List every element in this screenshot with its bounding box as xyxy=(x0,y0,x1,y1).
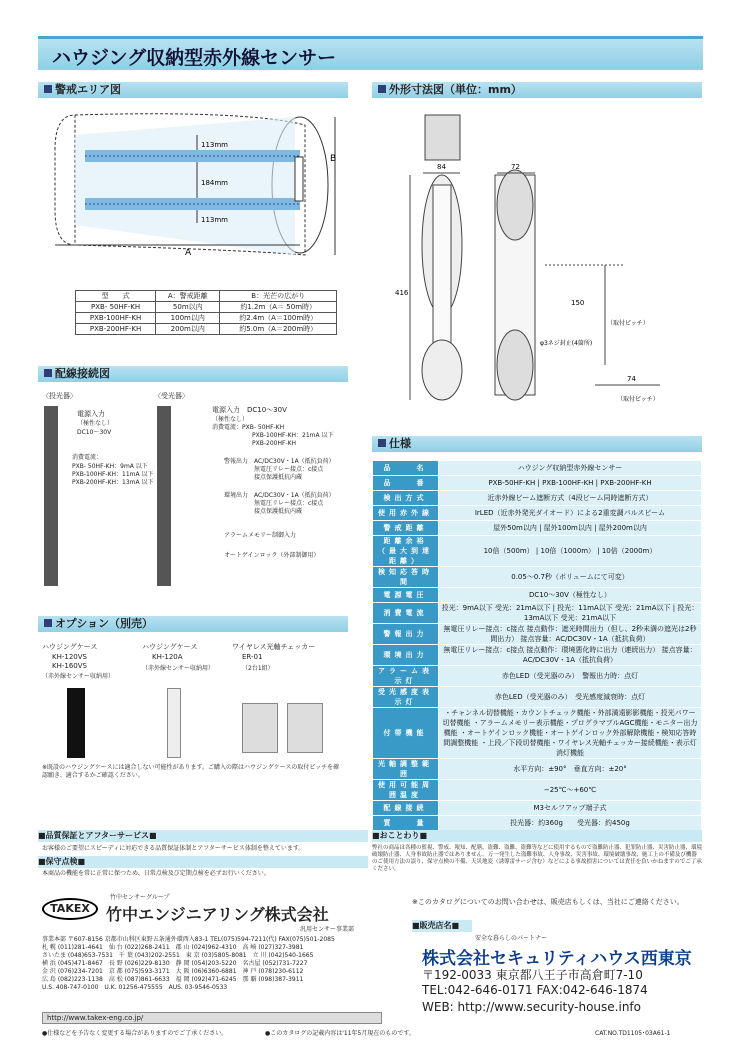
office-line: 札 幌 (011)281-4641 仙 台 (022)268-2411 郡 山 (024)962-4310 高 崎 (027)327-3981 xyxy=(42,944,304,951)
office-line: U.S. 408-747-0100 U.K. 01256-475555 AUS. 03-9546-0533 xyxy=(42,984,228,991)
spec-row xyxy=(373,476,702,491)
spec-value: −25℃～+60℃ xyxy=(439,780,702,801)
catalog-note: ※このカタログについてのお問い合わせは、販売店もしくは、当社にご連絡ください。 xyxy=(412,898,684,906)
office-line: 広 島 (082)223-1138 高 松 (087)861-6633 福 岡 (092)471-6245 那 覇 (098)387-3911 xyxy=(42,976,304,983)
spec-row xyxy=(373,567,702,588)
spec-label: 警報出力 xyxy=(373,624,439,645)
spec-value: 近赤外線ビーム遮断方式（4段ビーム同時遮断方式） xyxy=(439,491,702,506)
spread-b-label: B xyxy=(330,154,337,164)
spec-row xyxy=(373,461,702,476)
pitch-horizontal-label: 74 xyxy=(627,375,636,383)
tx-power-label: 電源入力 xyxy=(77,410,105,418)
spec-value: 無電圧リレー接点：c接点 接点動作：遮光時間出力（但し、2秒未満の遮光は2秒間出力） 接点容量：AC/DC30V・1A（抵抗負荷） xyxy=(439,624,702,645)
spec-label: 距離余裕（最大到達距離） xyxy=(373,536,439,567)
page-title-bar xyxy=(38,36,703,70)
options-notice: ※既設のハウジングケースには適合しない可能性があります。ご購入の際はハウジングケースの取付ピッチを確認願き、適合するかご確認ください。 xyxy=(42,764,340,779)
spec-value: 屋外50m以内 | 屋外100m以内 | 屋外200m以内 xyxy=(439,521,702,536)
dealer-name: 株式会社セキュリティハウス西東京 xyxy=(422,949,692,969)
warranty-title: ■品質保証とアフターサービス■ xyxy=(38,830,368,842)
spec-row xyxy=(373,624,702,645)
pitch-vertical-note: （取付ピッチ） xyxy=(607,320,649,327)
spec-value: 赤色LED（受光器のみ） 警報出力時：点灯 xyxy=(439,666,702,687)
takex-logo: TAKEX xyxy=(42,898,98,920)
depth-label: 72 xyxy=(511,163,520,171)
spec-value: 投光器：約360g 受光器：約450g xyxy=(439,816,702,831)
spec-label: 検出方式 xyxy=(373,491,439,506)
spec-row xyxy=(373,759,702,780)
height-label: 416 xyxy=(395,289,409,297)
spec-row xyxy=(373,801,702,816)
spec-value: PXB-50HF-KH | PXB-100HF-KH | PXB-200HF-KH xyxy=(439,476,702,491)
company-url[interactable]: http://www.takex-eng.co.jp/ xyxy=(42,1012,382,1024)
spec-value: ハウジング収納型赤外線センサー xyxy=(439,461,702,476)
housing-case-image-1 xyxy=(67,688,85,758)
office-line: 金 沢 (076)234-7201 京 都 (075)593-3171 大 阪 (06)6360-6881 神 戸 (078)230-6112 xyxy=(42,968,304,975)
spec-label: 受光感度表示灯 xyxy=(373,687,439,708)
page-title: ハウジング収納型赤外線センサー xyxy=(52,47,337,69)
table-row: PXB- 50HF-KH 50m以内 約1.2m（A＝ 50m時） xyxy=(76,302,337,313)
check-text: 本商品の機能を常に正常に保つため、日常点検及び定期点検を必ずお行いください。 xyxy=(42,870,270,877)
axis-checker-image-2 xyxy=(287,703,323,753)
options-panel: ハウジングケース KH-120VS KH-160VS （赤外線センサー収納用） ハウジングケース KH-120A （赤外線センサー収納用） ワイヤレス光軸チェッカー ER-01 （2台1組） xyxy=(42,643,342,793)
spec-row xyxy=(373,708,702,759)
spec-label: 電源電圧 xyxy=(373,588,439,603)
spec-label: 消費電流 xyxy=(373,603,439,624)
model-table: 型 式 A：警戒距離 B：光芒の広がり PXB- 50HF-KH 50m以内 約1.2m（A＝ 50m時） PXB-100HF-KH 100m以内 約2.4m（A＝100m時） PXB-200HF-KH 200m以内 約5.0m（A＝200m時） xyxy=(75,290,337,335)
disclaimer-left: ●仕様などを予告なく変更する場合がありますのでご了承ください。 xyxy=(42,1030,228,1037)
spec-value: DC10～30V（極性なし） xyxy=(439,588,702,603)
spec-value: IrLED（近赤外発光ダイオード）による2重変調パルスビーム xyxy=(439,506,702,521)
spec-row xyxy=(373,645,702,666)
section-specs: 仕様 xyxy=(372,436,702,452)
spec-value: 10倍（500m） | 10倍（1000m） | 10倍（2000m） xyxy=(439,536,702,567)
table-row: PXB-100HF-KH 100m以内 約2.4m（A＝100m時） xyxy=(76,313,337,324)
beam-gap-top-label: 113mm xyxy=(201,141,228,149)
spec-label: 配線接続 xyxy=(373,801,439,816)
dealer-web[interactable]: WEB: http://www.security-house.info xyxy=(422,1000,641,1014)
table-row: PXB-200HF-KH 200m以内 約5.0m（A＝200m時） xyxy=(76,324,337,335)
distance-a-label: A xyxy=(185,248,192,258)
spec-row xyxy=(373,666,702,687)
spec-label: アラーム表示灯 xyxy=(373,666,439,687)
division-name: 汎用センサー事業部 xyxy=(300,926,355,933)
beam-gap-bottom-label: 113mm xyxy=(201,216,228,224)
spec-label: 環境出力 xyxy=(373,645,439,666)
spec-label: 光軸調整範囲 xyxy=(373,759,439,780)
check-title: ■保守点検■ xyxy=(38,856,368,868)
disclaimer-mid: ●このカタログの記載内容は'11年5月現在のものです。 xyxy=(265,1030,415,1037)
spec-value: 0.05～0.7秒（ボリュームにて可変） xyxy=(439,567,702,588)
spec-label: 質 量 xyxy=(373,816,439,831)
spec-row xyxy=(373,588,702,603)
section-wiring: 配線接続図 xyxy=(38,366,348,382)
width-label: 84 xyxy=(437,163,446,171)
spec-value: 投光：9mA以下 受光：21mA以下 | 投光：11mA以下 受光：21mA以下 | 投光：13mA以下 受光：21mA以下 xyxy=(439,603,702,624)
spec-row xyxy=(373,506,702,521)
office-line: 横 浜 (045)471-8467 長 野 (026)229-8130 静 岡 (054)203-5220 名古屋 (052)731-7227 xyxy=(42,960,308,967)
section-options: オプション（別売） xyxy=(38,616,348,632)
spec-label: 使用赤外線 xyxy=(373,506,439,521)
dealer-tel: TEL:042-646-0171 FAX:042-646-1874 xyxy=(422,983,648,997)
office-line: さいたま (048)653-7531 千 葉 (043)202-2551 東 京 (03)5805-8081 立 川 (042)540-1665 xyxy=(42,952,314,959)
alarm-area-diagram xyxy=(45,105,345,275)
spec-value: 無電圧リレー接点：c接点 接点動作：環境悪化時に出力（連続出力） 接点容量：AC/DC30V・1A（抵抗負荷） xyxy=(439,645,702,666)
notice-text: 弊社の商品は各種の監視、警戒、報知、配膳、盗難、盗難、盗難等などに使用するもので盗難防止器、犯罪防止器、災害防止器、環境破壊防止器、人身事故防止器ではありません。万一発生した盗難事故、人身事故、災害事故、環境破壊事故、施工上の不備及び機器のご使用方法の誤り、保守点検の不備、天災地変（誘導雷サージ含む）などによる事故損害については責任を負いかねますのでご了承ください。 xyxy=(372,845,703,872)
spec-value: 赤色LED（受光器のみ） 受光感度減衰時：点灯 xyxy=(439,687,702,708)
notice-title: ■おことわり■ xyxy=(372,830,702,842)
pitch-vertical-label: 150 xyxy=(571,299,585,307)
dealer-title: ■販売店名■ xyxy=(412,920,472,932)
section-dimensions: 外形寸法図（単位：mm） xyxy=(372,82,702,98)
warranty-text: お客様のご要望にスピーディに対応できる品質保証体制とアフターサービス体制を整えています。 xyxy=(42,845,305,852)
wiring-diagram: 〈投光器〉 電源入力 （極性なし） DC10～30V 消費電流： PXB- 50HF-KH：9mA 以下 PXB-100HF-KH：11mA 以下 PXB-200HF-KH：13mA 以下 〈受光器〉 電源入力 DC10～30V （極性なし） 消費電流：PXB- 50HF-KH PXB-100HF-KH：21mA 以下 PXB-200HF-KH 警報出力 AC/DC30V・1A（抵抗負荷） 無電圧リレー接点：c接点 接点保護抵抗内蔵 環境出力 AC/DC30V・1A（抵抗負荷） 無電圧リレー接点：c接点 接点保護抵抗内蔵 アラームメモリー制御入力 オートゲインロック（外部制御用） xyxy=(42,392,342,602)
housing-case-image-2 xyxy=(167,688,181,758)
spec-label: 付帯機能 xyxy=(373,708,439,759)
spec-value: M3セルフアップ端子式 xyxy=(439,801,702,816)
dimension-drawing xyxy=(395,105,695,425)
dealer-tagline: 安全な暮らしのパートナー xyxy=(475,935,548,942)
spec-table xyxy=(372,460,702,831)
beam-gap-mid-label: 184mm xyxy=(201,179,228,187)
section-alarm-area: 警戒エリア図 xyxy=(38,82,348,98)
spec-label: 品 番 xyxy=(373,476,439,491)
spec-row xyxy=(373,780,702,801)
transmitter-label: 〈投光器〉 xyxy=(42,392,77,400)
axis-checker-image-1 xyxy=(242,703,278,753)
spec-label: 検知応答時間 xyxy=(373,567,439,588)
office-line: 事業本部 〒607-8156 京都市山科区東野五条通外環西入83-1 TEL(075)594-7211(代) FAX(075)501-2085 xyxy=(42,936,335,943)
spec-label: 品 名 xyxy=(373,461,439,476)
spec-value: ・チャンネル切替機能・カウントチェック機能・外部満遠影影機能・投光パワー切替機能 ・アラームメモリー表示機能・プログラマブルAGC機能・モニター出力機能 ・オートゲインロック機能・オートゲインロック外部解除機能・検知応答時間調整機能 ・上段／下段切替機能・ワイヤレス光軸チェッカー接続機能・表示灯消灯機能 xyxy=(439,708,702,759)
dealer-address: 〒192-0033 東京都八王子市高倉町7-10 xyxy=(422,968,643,982)
spec-row xyxy=(373,536,702,567)
spec-row xyxy=(373,816,702,831)
screw-note: φ3ネジ封止(4箇所) xyxy=(540,340,593,347)
spec-label: 警戒距離 xyxy=(373,521,439,536)
spec-row xyxy=(373,521,702,536)
spec-row xyxy=(373,687,702,708)
spec-value: 水平方向：±90° 垂直方向：±20° xyxy=(439,759,702,780)
catalog-number: CAT.NO.TD1105･03A61-1 xyxy=(595,1030,671,1037)
receiver-label: 〈受光器〉 xyxy=(154,392,189,400)
office-list xyxy=(42,936,382,992)
group-name: 竹中センサーグループ xyxy=(110,894,170,901)
company-name: 竹中エンジニアリング株式会社 xyxy=(106,905,329,924)
spec-row xyxy=(373,491,702,506)
spec-row xyxy=(373,603,702,624)
pitch-horizontal-note: （取付ピッチ） xyxy=(617,396,659,403)
spec-label: 使用可能周囲温度 xyxy=(373,780,439,801)
